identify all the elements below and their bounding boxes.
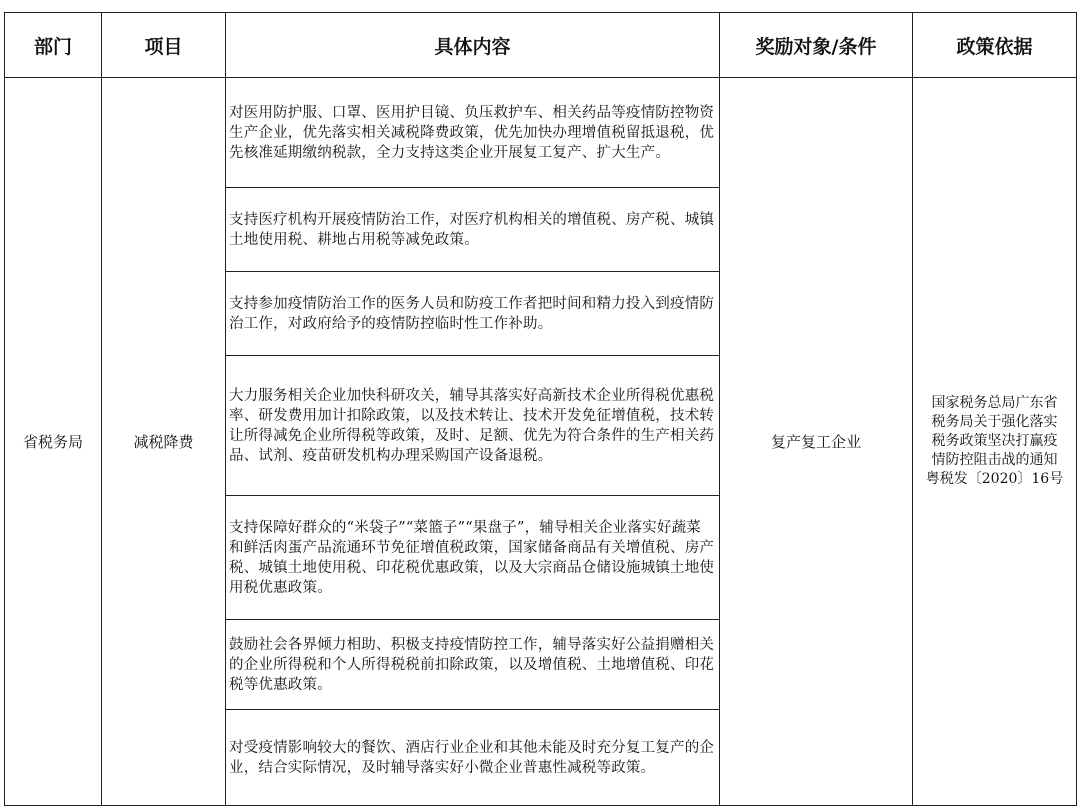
header-basis: 政策依据 (913, 13, 1077, 78)
basis-line: 税务局关于强化落实 (931, 414, 1058, 430)
content-item: 对医用防护服、口罩、医用护目镜、负压救护车、相关药品等疫情防控物资生产企业，优先落实相关减税降费政策，优先加快办理增值税留抵退税，优先核准延期缴纳税款，全力支持这类企业开展复工复产、扩大生产。 (226, 78, 720, 188)
department-cell: 省税务局 (5, 78, 102, 806)
content-item: 支持参加疫情防治工作的医务人员和防疫工作者把时间和精力投入到疫情防治工作，对政府给予的疫情防控临时性工作补助。 (226, 272, 720, 356)
project-cell: 减税降费 (102, 78, 226, 806)
header-department: 部门 (5, 13, 102, 78)
header-target: 奖励对象/条件 (720, 13, 913, 78)
content-item: 对受疫情影响较大的餐饮、酒店行业企业和其他未能及时充分复工复产的企业，结合实际情况，及时辅导落实好小微企业普惠性减税等政策。 (226, 710, 720, 806)
content-item: 支持医疗机构开展疫情防治工作，对医疗机构相关的增值税、房产税、城镇土地使用税、耕地占用税等减免政策。 (226, 188, 720, 272)
content-item: 大力服务相关企业加快科研攻关，辅导其落实好高新技术企业所得税优惠税率、研发费用加计扣除政策，以及技术转让、技术开发免征增值税，技术转让所得减免企业所得税等政策，及时、足额、优先为符合条件的生产相关药品、试剂、疫苗研发机构办理采购国产设备退税。 (226, 356, 720, 496)
basis-cell (913, 78, 1077, 806)
header-content: 具体内容 (226, 13, 720, 78)
header-row (5, 13, 1077, 78)
target-cell: 复产复工企业 (720, 78, 913, 806)
content-item: 鼓励社会各界倾力相助、积极支持疫情防控工作，辅导落实好公益捐赠相关的企业所得税和个人所得税税前扣除政策，以及增值税、土地增值税、印花税等优惠政策。 (226, 620, 720, 710)
content-item: 支持保障好群众的“米袋子”“菜篮子”“果盘子”，辅导相关企业落实好蔬菜和鲜活肉蛋产品流通环节免征增值税政策，国家储备商品有关增值税、房产税、城镇土地使用税、印花税优惠政策，以及大宗商品仓储设施城镇土地使用税优惠政策。 (226, 496, 720, 620)
basis-line: 税务政策坚决打赢疫 (931, 433, 1058, 449)
table-row (5, 78, 1077, 188)
basis-line: 粤税发〔2020〕16号 (925, 471, 1064, 487)
basis-line: 国家税务总局广东省 (931, 395, 1058, 411)
header-project: 项目 (102, 13, 226, 78)
basis-line: 情防控阻击战的通知 (931, 452, 1058, 468)
policy-table (4, 12, 1077, 806)
